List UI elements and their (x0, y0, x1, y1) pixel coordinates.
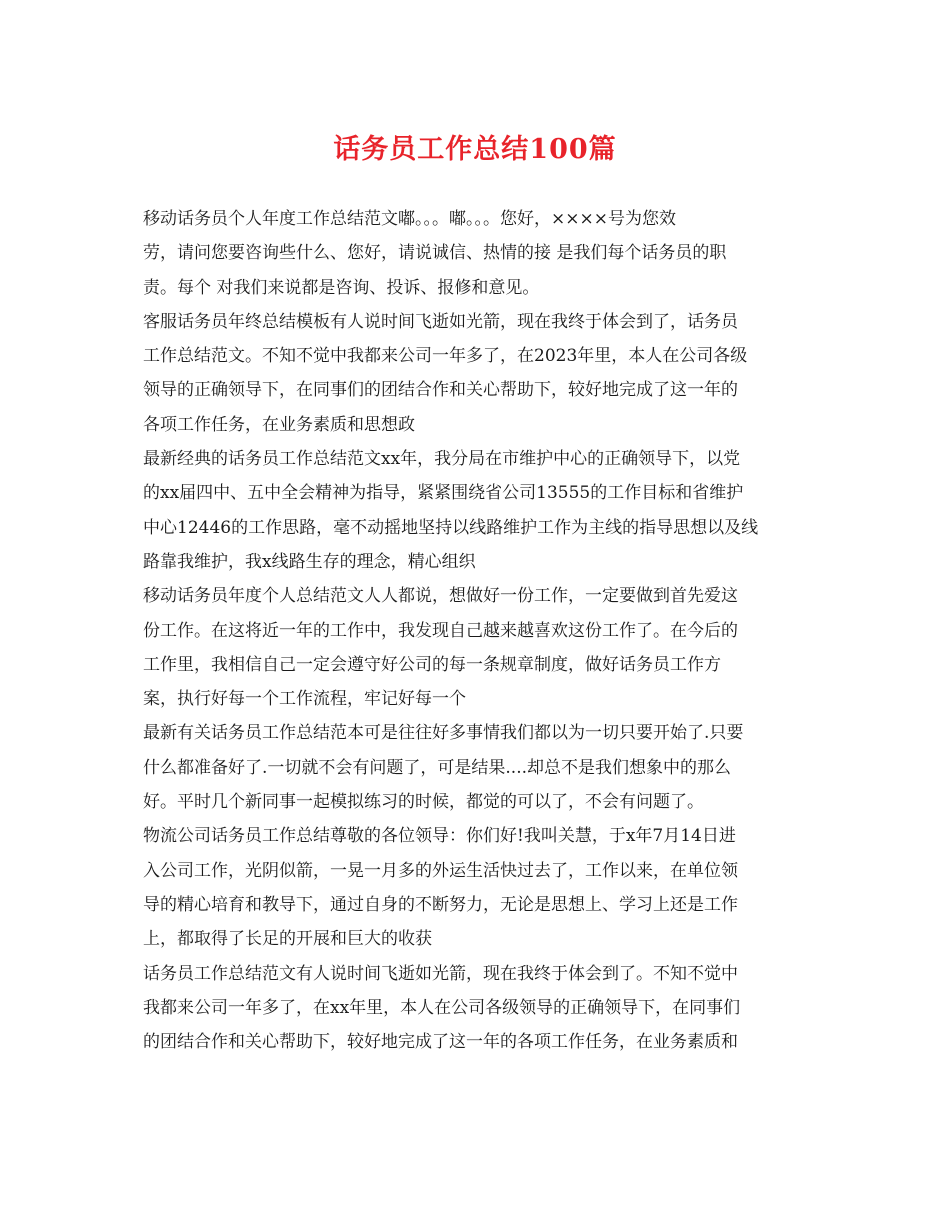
paragraph-6 (143, 819, 807, 956)
paragraph-3 (143, 442, 807, 579)
text-line: 路靠我维护，我x线路生存的理念，精心组织 (143, 551, 476, 572)
text-line: 的团结合作和关心帮助下，较好地完成了这一年的各项工作任务，在业务素质和 (143, 1032, 738, 1053)
text-line: 劳，请问您要咨询些什么、您好，请说诚信、热情的接 是我们每个话务员的职 (143, 243, 727, 264)
paragraph-2 (143, 305, 807, 442)
paragraph-5 (143, 716, 807, 819)
paragraph-1 (143, 202, 807, 305)
text-line: 工作里，我相信自己一定会遵守好公司的每一条规章制度，做好话务员工作方 (143, 654, 721, 675)
text-line: 案，执行好每一个工作流程，牢记好每一个 (143, 689, 466, 710)
text-line: 责。每个 对我们来说都是咨询、投诉、报修和意见。 (143, 277, 540, 298)
text-line: 我都来公司一年多了，在xx年里，本人在公司各级领导的正确领导下，在同事们 (143, 997, 741, 1018)
text-line: 移动话务员个人年度工作总结范文嘟。。。嘟。。。您好，××××号为您效 (143, 209, 676, 229)
document-body (143, 202, 807, 1059)
text-line: 的xx届四中、五中全会精神为指导，紧紧围绕省公司13555的工作目标和省维护 (143, 483, 744, 504)
text-line: 最新有关话务员工作总结范本可是往往好多事情我们都以为一切只要开始了.只要 (143, 723, 744, 744)
text-line: 话务员工作总结范文有人说时间飞逝如光箭，现在我终于体会到了。不知不觉中 (143, 963, 738, 984)
text-line: 上，都取得了长足的开展和巨大的收获 (143, 929, 432, 950)
text-line: 各项工作任务，在业务素质和思想政 (143, 414, 415, 435)
text-line: 移动话务员年度个人总结范文人人都说，想做好一份工作，一定要做到首先爱这 (143, 586, 738, 607)
paragraph-4 (143, 579, 807, 716)
text-line: 最新经典的话务员工作总结范文xx年，我分局在市维护中心的正确领导下，以党 (143, 449, 741, 470)
text-line: 工作总结范文。不知不觉中我都来公司一年多了，在2023年里，本人在公司各级 (143, 346, 748, 367)
text-line: 入公司工作，光阴似箭，一晃一月多的外运生活快过去了，工作以来，在单位领 (143, 860, 738, 881)
text-line: 领导的正确领导下，在同事们的团结合作和关心帮助下，较好地完成了这一年的 (143, 380, 738, 401)
text-line: 什么都准备好了.一切就不会有问题了，可是结果....却总不是我们想象中的那么 (143, 757, 732, 778)
text-line: 物流公司话务员工作总结尊敬的各位领导：你们好!我叫关慧，于x年7月14日进 (143, 826, 736, 847)
text-line: 中心12446的工作思路，毫不动摇地坚持以线路维护工作为主线的指导思想以及线 (143, 517, 759, 538)
document-title: 话务员工作总结100篇 (333, 134, 617, 165)
paragraph-7 (143, 957, 807, 1060)
text-line: 好。平时几个新同事一起模拟练习的时候，都觉的可以了，不会有问题了。 (143, 792, 704, 813)
text-line: 导的精心培育和教导下，通过自身的不断努力，无论是思想上、学习上还是工作 (143, 894, 738, 915)
text-line: 客服话务员年终总结模板有人说时间飞逝如光箭，现在我终于体会到了，话务员 (143, 311, 738, 332)
text-line: 份工作。在这将近一年的工作中，我发现自己越来越喜欢这份工作了。在今后的 (143, 620, 738, 641)
